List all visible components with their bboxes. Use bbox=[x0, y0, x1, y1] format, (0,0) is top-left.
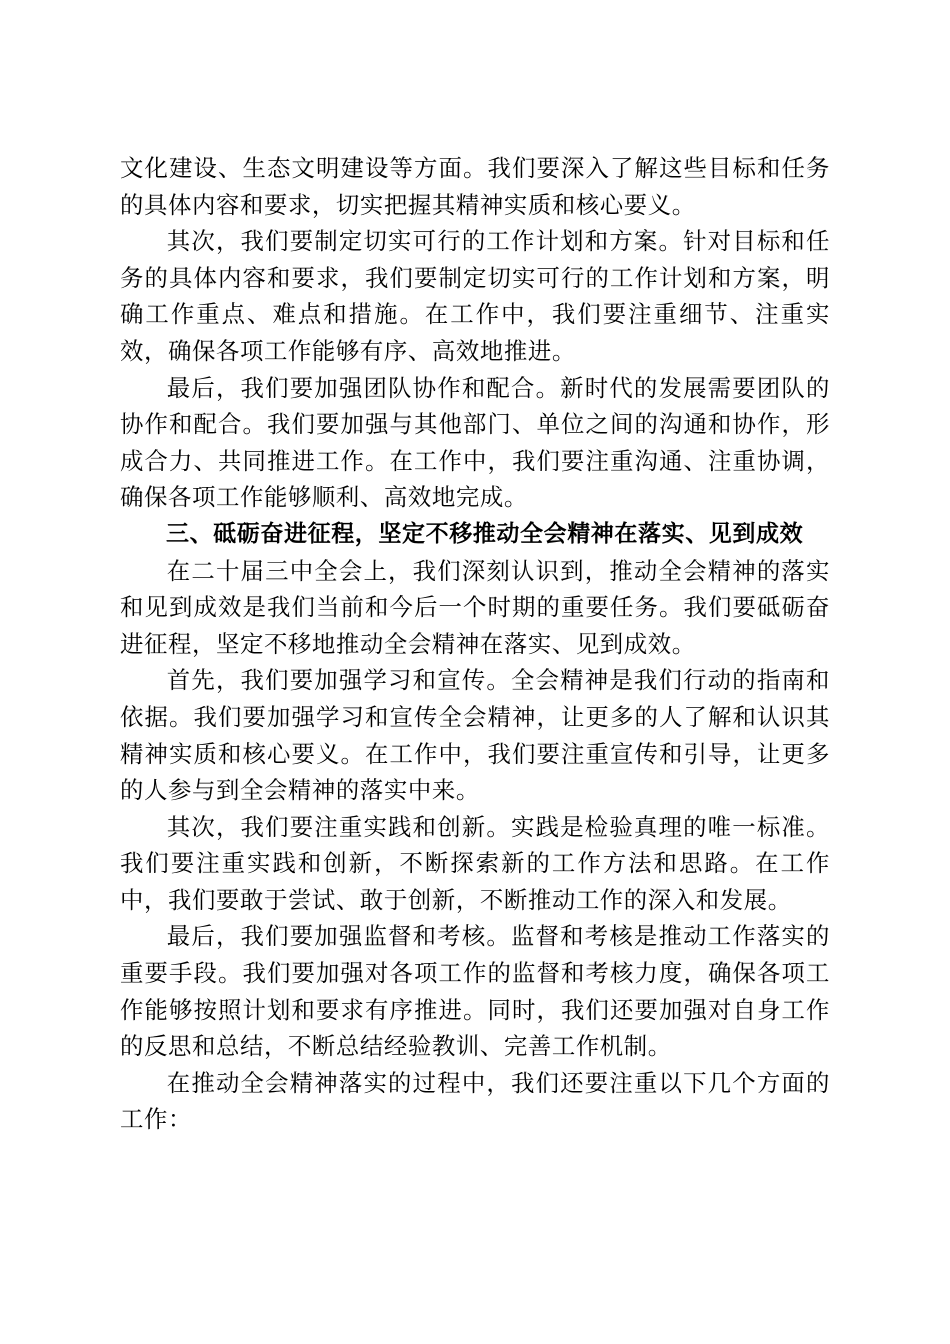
paragraph: 最后，我们要加强团队协作和配合。新时代的发展需要团队的协作和配合。我们要加强与其他部门、单位之间的沟通和协作，形成合力、共同推进工作。在工作中，我们要注重沟通、注重协调，确保各项工作能够顺利、高效地完成。 bbox=[120, 373, 830, 512]
paragraph: 最后，我们要加强监督和考核。监督和考核是推动工作落实的重要手段。我们要加强对各项工作的监督和考核力度，确保各项工作能够按照计划和要求有序推进。同时，我们还要加强对自身工作的反思和总结，不断总结经验教训、完善工作机制。 bbox=[120, 922, 830, 1061]
paragraph-continued: 文化建设、生态文明建设等方面。我们要深入了解这些目标和任务的具体内容和要求，切实把握其精神实质和核心要义。 bbox=[120, 154, 830, 219]
paragraph: 其次，我们要制定切实可行的工作计划和方案。针对目标和任务的具体内容和要求，我们要制定切实可行的工作计划和方案，明确工作重点、难点和措施。在工作中，我们要注重细节、注重实效，确保各项工作能够有序、高效地推进。 bbox=[120, 227, 830, 365]
paragraph: 在推动全会精神落实的过程中，我们还要注重以下几个方面的工作： bbox=[120, 1068, 830, 1134]
document-page bbox=[120, 150, 830, 1138]
paragraph: 首先，我们要加强学习和宣传。全会精神是我们行动的指南和依据。我们要加强学习和宣传全会精神，让更多的人了解和认识其精神实质和核心要义。在工作中，我们要注重宣传和引导，让更多的人参与到全会精神的落实中来。 bbox=[120, 666, 830, 805]
section-heading: 三、砥砺奋进征程，坚定不移推动全会精神在落实、见到成效 bbox=[166, 520, 804, 547]
paragraph: 在二十届三中全会上，我们深刻认识到，推动全会精神的落实和见到成效是我们当前和今后一个时期的重要任务。我们要砥砺奋进征程，坚定不移地推动全会精神在落实、见到成效。 bbox=[120, 556, 830, 658]
paragraph: 其次，我们要注重实践和创新。实践是检验真理的唯一标准。我们要注重实践和创新，不断探索新的工作方法和思路。在工作中，我们要敢于尝试、敢于创新，不断推动工作的深入和发展。 bbox=[120, 812, 830, 914]
